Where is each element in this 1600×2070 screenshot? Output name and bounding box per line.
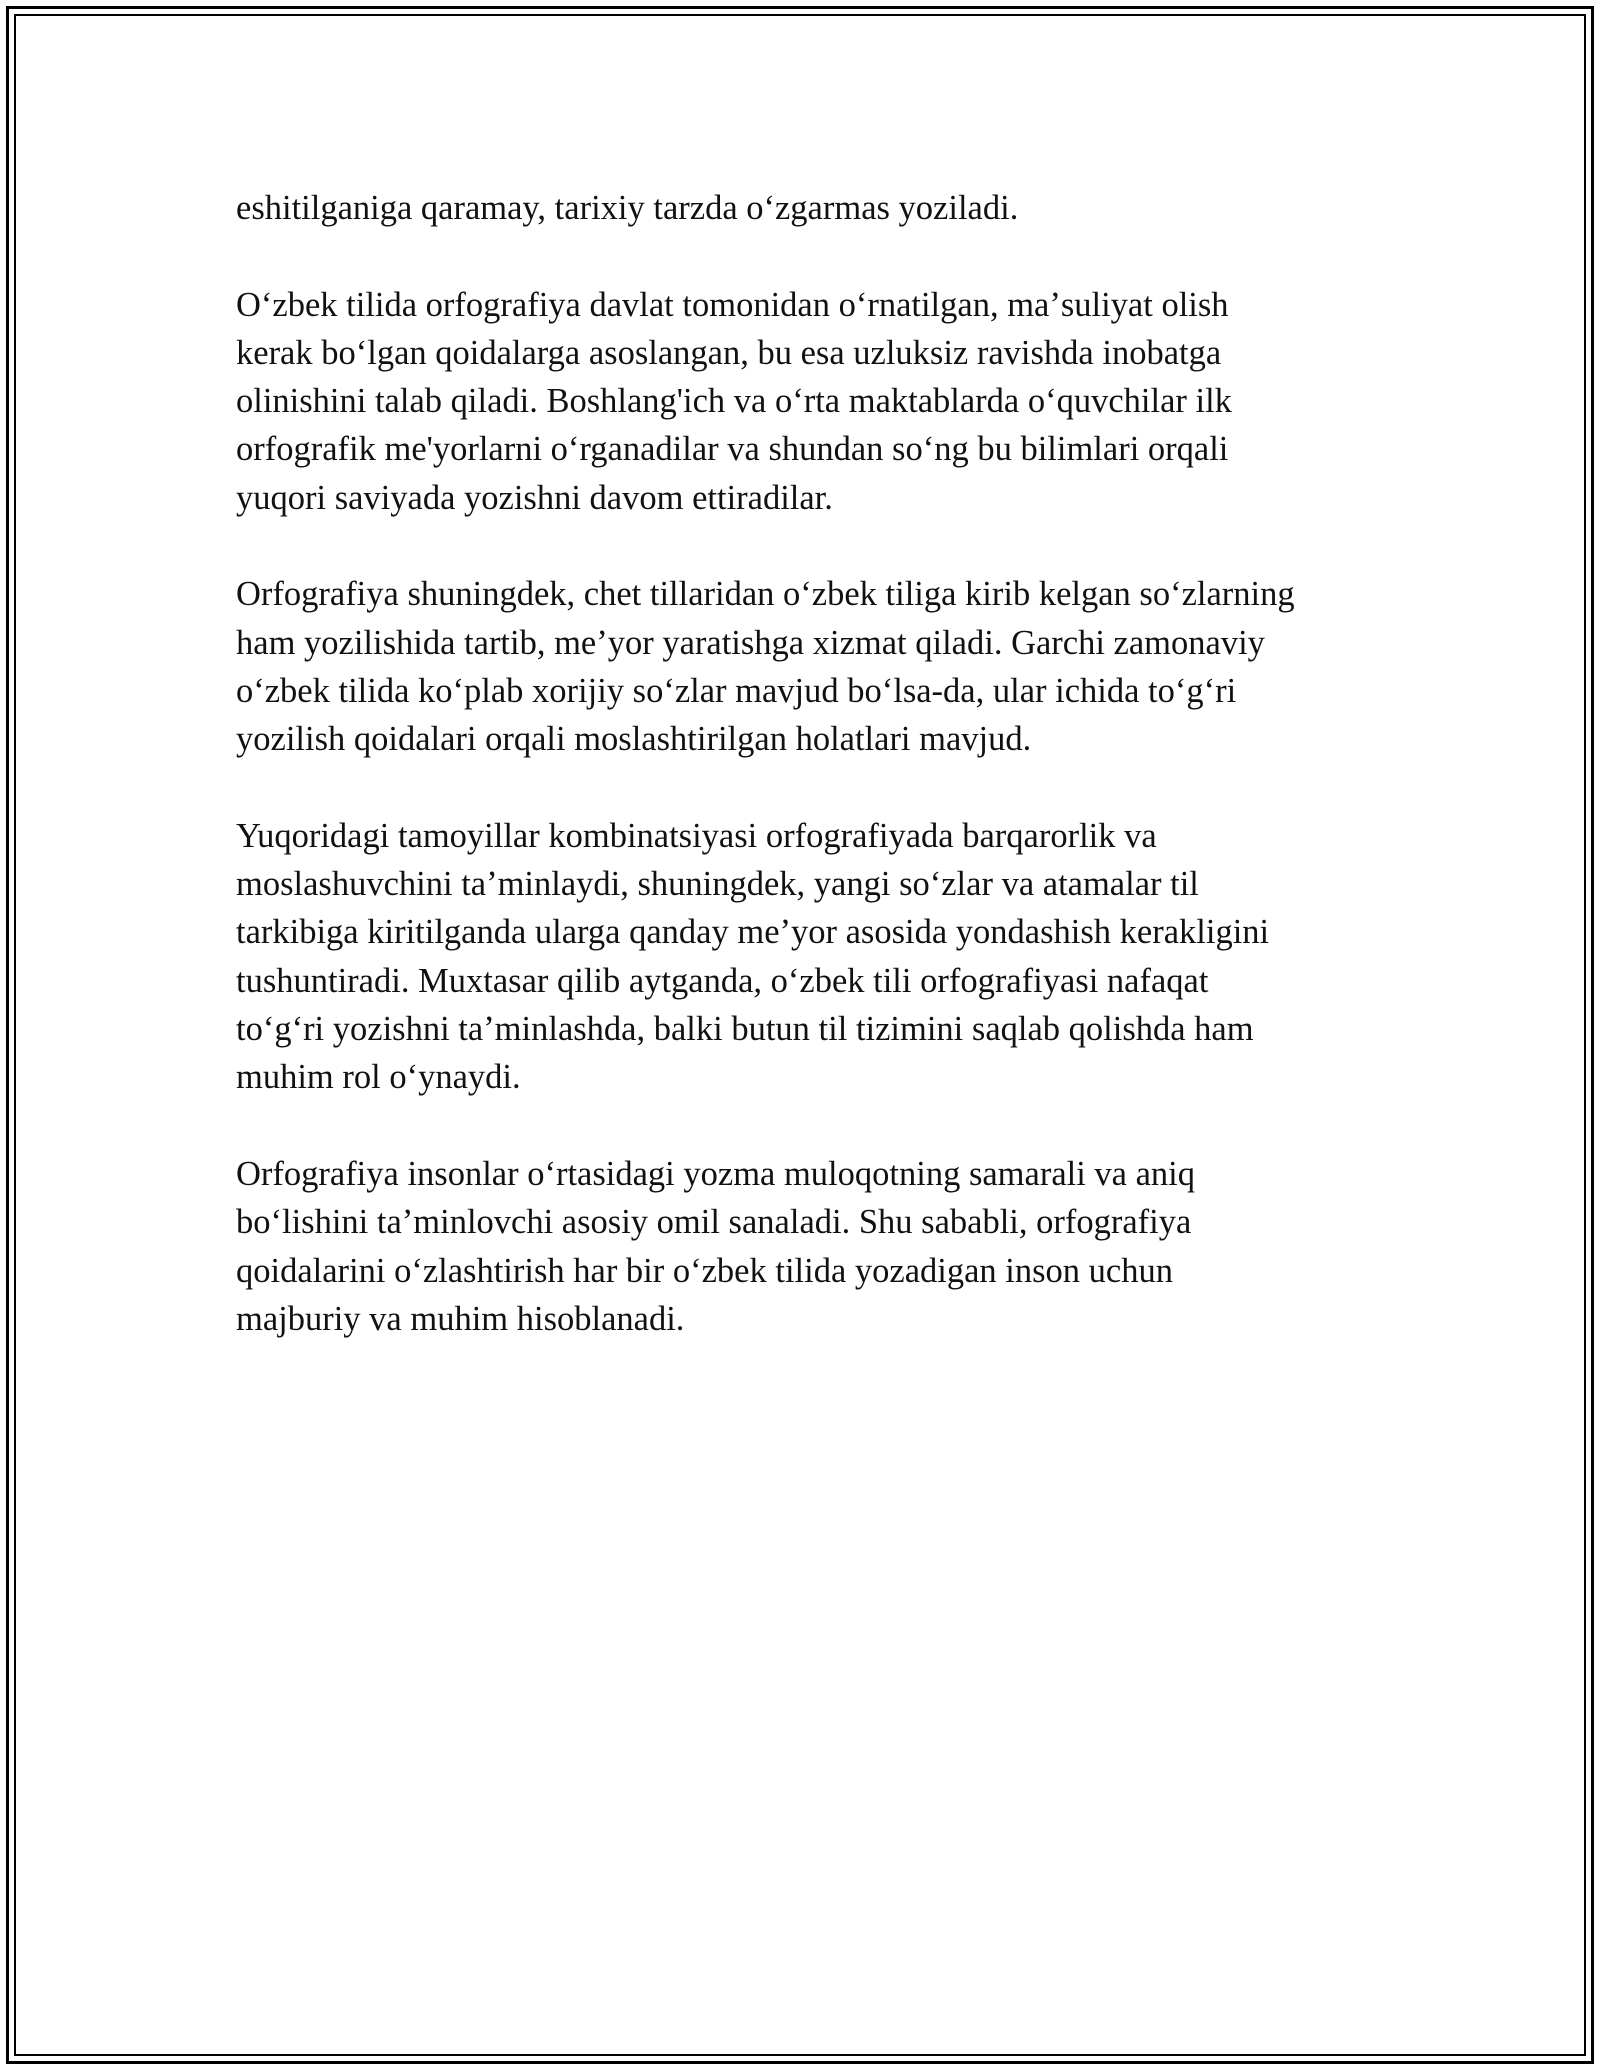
text-line: Orfografiya shuningdek, chet tillaridan oʻzbek tiliga kirib kelgan soʻzlarning bbox=[236, 575, 1295, 614]
paragraph-5 bbox=[236, 1150, 1416, 1343]
text-line: boʻlishini taʼminlovchi asosiy omil sanaladi. Shu sababli, orfografiya bbox=[236, 1203, 1192, 1242]
text-line: yozilish qoidalari orqali moslashtirilgan holatlari mavjud. bbox=[236, 720, 1032, 759]
text-line: tarkibiga kiritilganda ularga qanday meʼyor asosida yondashish kerakligini bbox=[236, 913, 1270, 952]
text-line: kerak boʻlgan qoidalarga asoslangan, bu esa uzluksiz ravishda inobatga bbox=[236, 333, 1222, 372]
document-body bbox=[236, 184, 1416, 1391]
text-line: muhim rol oʻynaydi. bbox=[236, 1058, 521, 1097]
text-line: Orfografiya insonlar oʻrtasidagi yozma muloqotning samarali va aniq bbox=[236, 1154, 1196, 1193]
text-line: ham yozilishida tartib, meʼyor yaratishga xizmat qiladi. Garchi zamonaviy bbox=[236, 623, 1265, 662]
paragraph-1 bbox=[236, 184, 1416, 232]
text-line: Yuqoridagi tamoyillar kombinatsiyasi orfografiyada barqarorlik va bbox=[236, 816, 1157, 855]
text-line: olinishini talab qiladi. Boshlang'ich va oʻrta maktablarda oʻquvchilar ilk bbox=[236, 382, 1232, 421]
text-line: qoidalarini oʻzlashtirish har bir oʻzbek tilida yozadigan inson uchun bbox=[236, 1251, 1173, 1290]
text-line: moslashuvchini taʼminlaydi, shuningdek, yangi soʻzlar va atamalar til bbox=[236, 865, 1199, 904]
text-line: Oʻzbek tilida orfografiya davlat tomonidan oʻrnatilgan, maʼsuliyat olish bbox=[236, 285, 1229, 324]
text-line: orfografik me'yorlarni oʻrganadilar va shundan soʻng bu bilimlari orqali bbox=[236, 430, 1229, 469]
text-line: yuqori saviyada yozishni davom ettiradilar. bbox=[236, 478, 833, 517]
paragraph-3 bbox=[236, 570, 1416, 763]
text-line: toʻgʻri yozishni taʼminlashda, balki butun til tizimini saqlab qolishda ham bbox=[236, 1010, 1254, 1049]
paragraph-2 bbox=[236, 281, 1416, 522]
paragraph-4 bbox=[236, 812, 1416, 1102]
text-line: majburiy va muhim hisoblanadi. bbox=[236, 1299, 685, 1338]
text-line: tushuntiradi. Muxtasar qilib aytganda, oʻzbek tili orfografiyasi nafaqat bbox=[236, 961, 1209, 1000]
text-line: oʻzbek tilida koʻplab xorijiy soʻzlar mavjud boʻlsa-da, ular ichida toʻgʻri bbox=[236, 671, 1237, 710]
text-line: eshitilganiga qaramay, tarixiy tarzda oʻzgarmas yoziladi. bbox=[236, 189, 1019, 227]
